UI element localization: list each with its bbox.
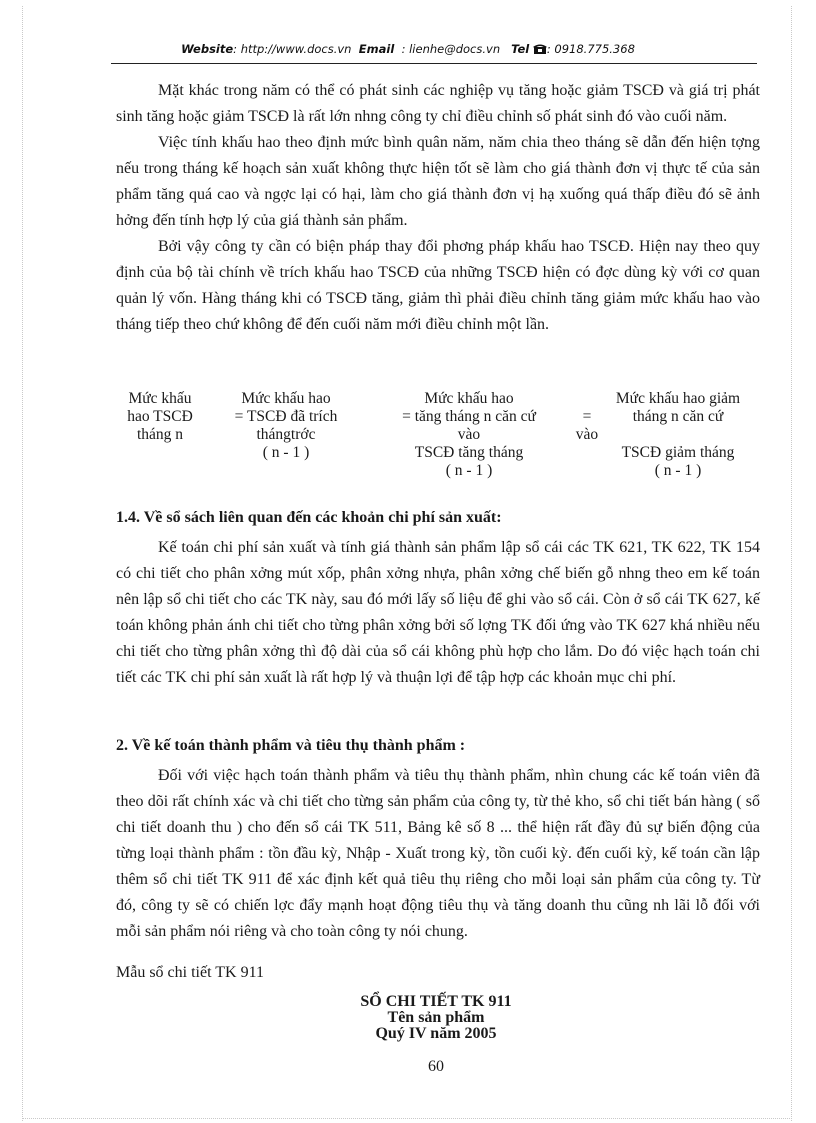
section-1-4-paragraph: Kế toán chi phí sản xuất và tính giá thành sản phẩm lập sổ cái các TK 621, TK 622, TK 154 có chi tiết cho phân xởng mút xốp, phân xởng nhựa, phân xởng chế biến gỗ nhng theo em kế toán nên lập sổ chi tiết cho các TK này, sau đó mới lấy số liệu để ghi vào sổ cái. Còn ở sổ cái TK 627, kế toán không phản ánh chi tiết cho từng phân xởng bởi số lợng TK đối ứng vào TK 627 khá nhiều nếu chi tiết cho từng phân xởng thì độ dài của sổ cái không phù hợp cho lắm. Do đó việc hạch toán chi tiết các TK chi phí sản xuất là rất hợp lý và thuận lợi để tập hợp các khoản mục chi phí. — [116, 539, 760, 686]
email-label: Email — [358, 42, 395, 56]
formula-text: ( n - 1 ) — [445, 462, 493, 479]
page-number: 60 — [428, 1058, 444, 1075]
formula-text: thángtrớc — [256, 426, 316, 443]
formula-text: Mức khấu hao — [424, 390, 514, 407]
paragraph-2: Việc tính khấu hao theo định mức bình quân năm, năm chia theo tháng sẽ dẫn đến hiện tợng nếu trong tháng kế hoạch sản xuất không thực hiện tốt sẽ làm cho giá thành đơn vị thực tế của sản phẩm tăng quá cao và ngợc lại có hại, làm cho giá thành đơn vị hạ xuống quá thấp điều đó sẽ ảnh hởng đến tính hợp lý của giá thành sản phẩm. — [116, 134, 760, 229]
tel-value: : 0918.775.368 — [546, 42, 635, 56]
section-2-heading: 2. Về kế toán thành phẩm và tiêu thụ thành phẩm : — [116, 737, 466, 754]
ledger-title-line-1: SỔ CHI TIẾT TK 911 — [360, 993, 512, 1010]
paragraph-3: Bởi vậy công ty cần có biện pháp thay đổi phơng pháp khấu hao TSCĐ. Hiện nay theo quy định của bộ tài chính về trích khấu hao TSCĐ của những TSCĐ hiện có đợc dùng kỳ với cơ quan quản lý vốn. Hàng tháng khi có TSCĐ tăng, giảm thì phải điều chỉnh tăng giảm mức khấu hao vào tháng tiếp theo chứ không để đến cuối năm mới điều chỉnh một lần. — [116, 238, 760, 333]
website-label: Website — [181, 42, 234, 56]
ledger-title-line-2: Tên sản phẩm — [387, 1009, 485, 1026]
sample-note: Mẫu sổ chi tiết TK 911 — [116, 964, 264, 981]
email-value[interactable]: : lienhe@docs.vn — [401, 42, 501, 56]
formula-text: ( n - 1 ) — [654, 462, 702, 479]
formula-text: Mức khấu — [128, 390, 192, 407]
section-2-body — [116, 763, 760, 945]
formula-text: = — [582, 408, 592, 425]
formula-text: vào — [575, 426, 599, 443]
tel-label: Tel — [511, 42, 530, 56]
website-value[interactable]: : http://www.docs.vn — [233, 42, 352, 56]
formula-col-1 — [116, 390, 204, 444]
page-bottom-border — [22, 1118, 792, 1119]
formula-text: tháng n căn cứ — [632, 408, 724, 425]
formula-text: TSCĐ giảm tháng — [621, 444, 735, 461]
ledger-title — [0, 994, 816, 1042]
formula-text: tháng n — [136, 426, 184, 443]
formula-text: = tăng tháng n căn cứ — [402, 408, 536, 425]
section-1-4-body — [116, 535, 760, 691]
intro-body — [116, 78, 760, 338]
depreciation-formula — [116, 390, 766, 480]
formula-text: = TSCĐ đã trích — [234, 408, 338, 425]
formula-text: hao TSCĐ — [127, 408, 193, 425]
phone-icon — [533, 43, 547, 58]
formula-text: Mức khấu hao giảm — [615, 390, 741, 407]
formula-text — [598, 426, 758, 444]
formula-col-3 — [374, 390, 564, 480]
formula-col-5 — [598, 390, 758, 480]
formula-col-2 — [211, 390, 361, 462]
page-header — [0, 42, 816, 58]
section-1-4-heading: 1.4. Về sổ sách liên quan đến các khoản chi phí sản xuất: — [116, 509, 502, 526]
formula-text: TSCĐ tăng tháng — [414, 444, 524, 461]
formula-text: Mức khấu hao — [241, 390, 331, 407]
header-rule — [111, 63, 757, 64]
formula-text: vào — [457, 426, 481, 443]
paragraph-1: Mặt khác trong năm có thể có phát sinh các nghiệp vụ tăng hoặc giảm TSCĐ và giá trị phát sinh tăng hoặc giảm TSCĐ là rất lớn nhng công ty chỉ điều chỉnh số phát sinh đó vào cuối năm. — [116, 82, 760, 125]
ledger-title-line-3: Quý IV năm 2005 — [375, 1025, 497, 1042]
section-2-paragraph: Đối với việc hạch toán thành phẩm và tiêu thụ thành phẩm, nhìn chung các kế toán viên đã theo dõi rất chính xác và chi tiết cho từng sản phẩm của công ty, từ thẻ kho, sổ chi tiết bán hàng ( sổ chi tiết doanh thu ) cho đến sổ cái TK 511, Bảng kê số 8 ... thể hiện rất đầy đủ sự biến động của từng loại thành phẩm : tồn đầu kỳ, Nhập - Xuất trong kỳ, tồn cuối kỳ. đến cuối kỳ, kế toán cần lập thêm sổ chi tiết TK 911 để xác định kết quả tiêu thụ riêng cho mỗi loại sản phẩm của công ty. Từ đó, công ty sẽ có chiến lợc đẩy mạnh hoạt động tiêu thụ và tăng doanh thu cũng nh lãi lỗ đối với mỗi sản phẩm nói riêng và cho toàn công ty nói chung. — [116, 767, 760, 940]
formula-text: ( n - 1 ) — [262, 444, 310, 461]
